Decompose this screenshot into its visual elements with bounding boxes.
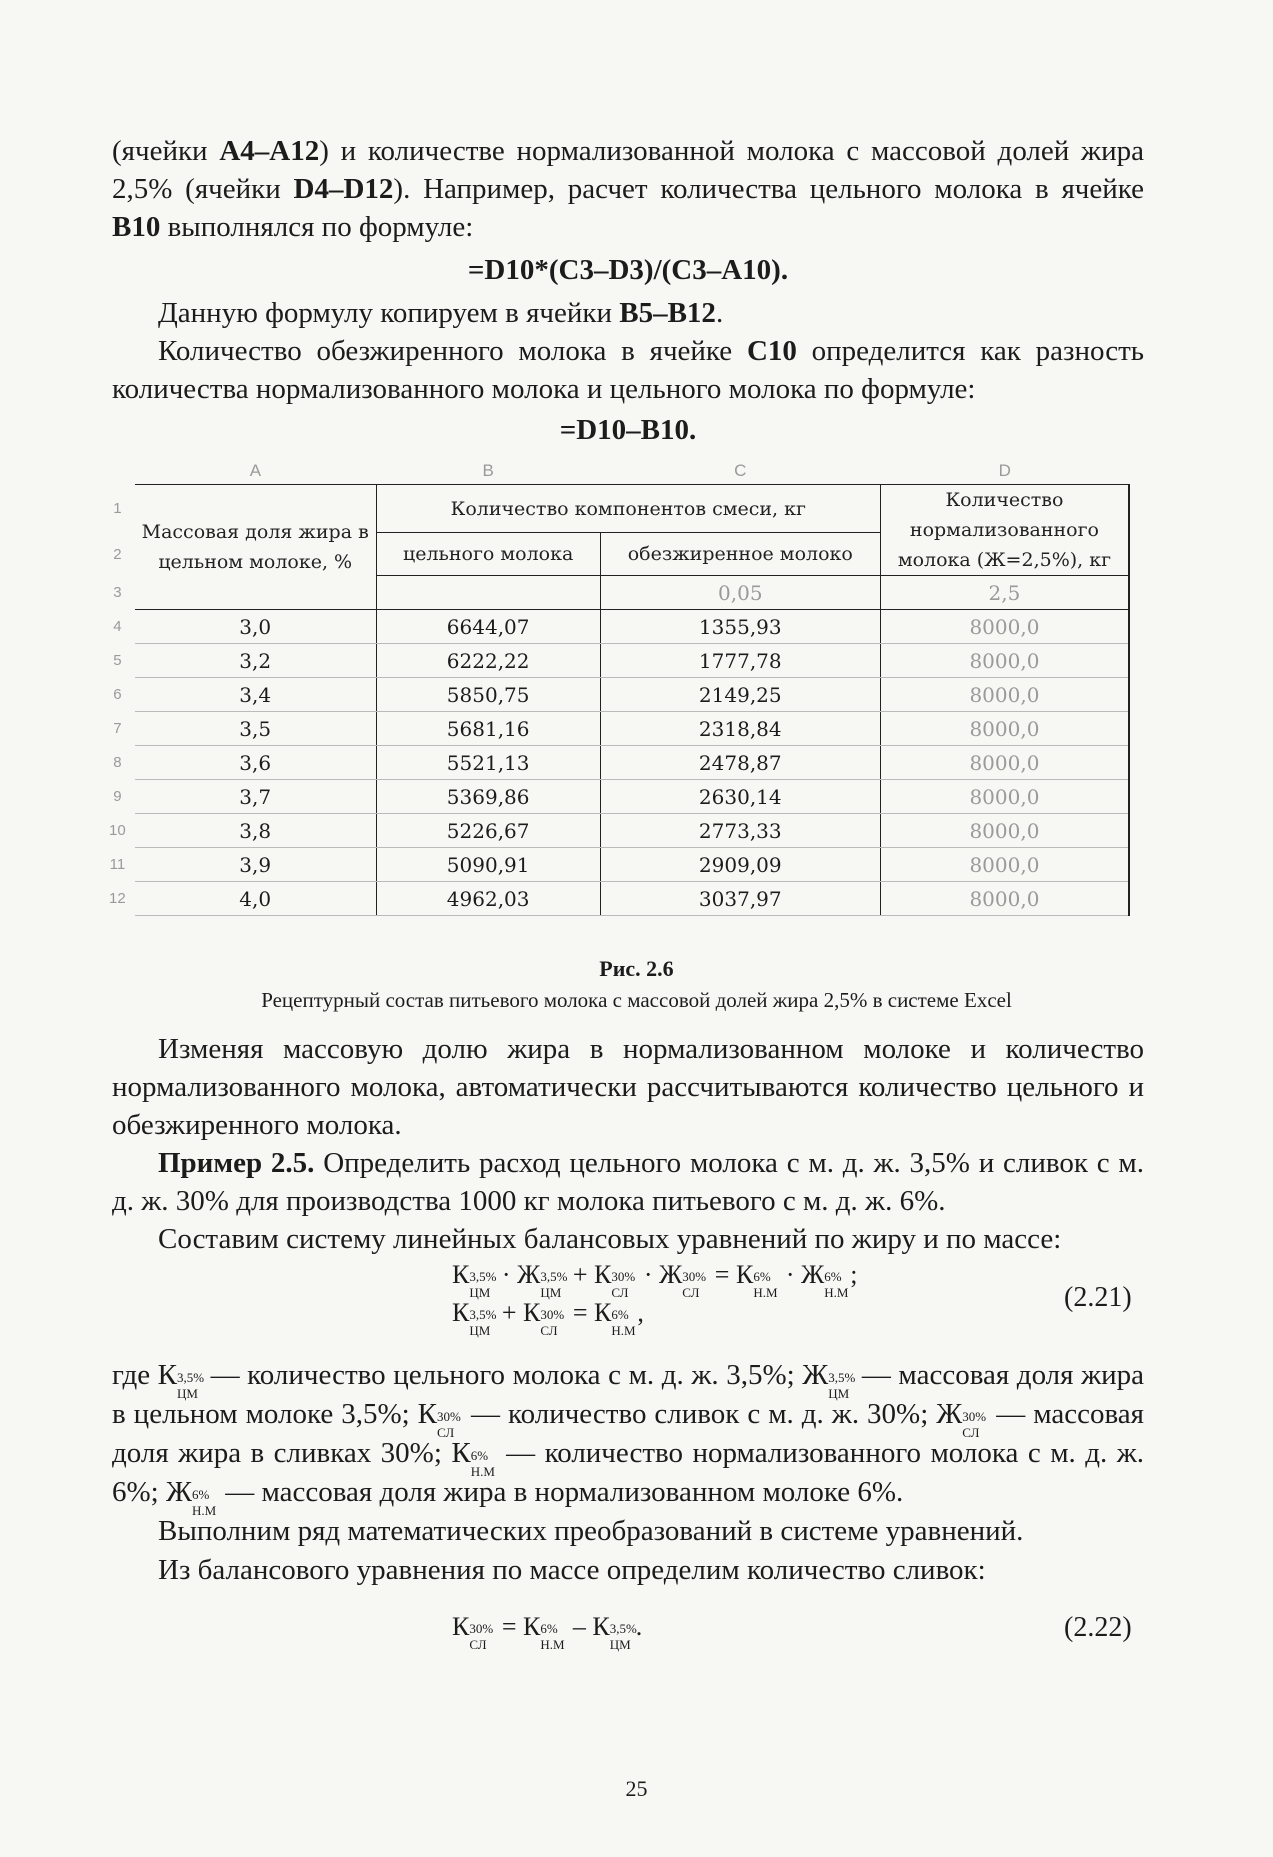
cell-normalized: 8000,0 bbox=[880, 644, 1129, 678]
cell-fat: 3,0 bbox=[135, 610, 376, 644]
col-letter-c: C bbox=[734, 461, 747, 480]
definitions-text bbox=[112, 1356, 1144, 1590]
table-row bbox=[100, 746, 1129, 780]
table-row bbox=[100, 848, 1129, 882]
row-number: 4 bbox=[113, 618, 122, 635]
cell-whole-milk: 5226,67 bbox=[376, 814, 600, 848]
row-number: 8 bbox=[113, 754, 122, 771]
row-number: 7 bbox=[113, 720, 122, 737]
header-components: Количество компонентов смеси, кг bbox=[376, 485, 880, 533]
row-number: 2 bbox=[113, 545, 122, 563]
param-c3: 0,05 bbox=[600, 576, 880, 610]
cell-skim-milk: 3037,97 bbox=[600, 882, 880, 916]
formula-2: =D10–B10. bbox=[559, 414, 697, 446]
page-number: 25 bbox=[625, 1776, 648, 1801]
col-letter-d: D bbox=[998, 461, 1011, 480]
header-row-1 bbox=[100, 485, 1129, 533]
cell-whole-milk: 5369,86 bbox=[376, 780, 600, 814]
cell-skim-milk: 1777,78 bbox=[600, 644, 880, 678]
cell-fat: 3,8 bbox=[135, 814, 376, 848]
formula-1: =D10*(C3–D3)/(C3–A10). bbox=[467, 254, 789, 286]
cell-whole-milk: 5850,75 bbox=[376, 678, 600, 712]
row-number: 1 bbox=[113, 500, 122, 518]
cell-normalized: 8000,0 bbox=[880, 780, 1129, 814]
cell-fat: 3,7 bbox=[135, 780, 376, 814]
intro-text bbox=[112, 132, 1144, 450]
table-row bbox=[100, 678, 1129, 712]
cell-normalized: 8000,0 bbox=[880, 678, 1129, 712]
row-number: 6 bbox=[113, 686, 122, 703]
table-row bbox=[100, 610, 1129, 644]
paragraph-7: где К 3,5% ЦМ — количество цельного молока с м. д. ж. 3,5%; Ж 3,5% ЦМ — массовая доля жира в цельном молоке 3,5%; К 30% СЛ — количество сливок с м. д. ж. 30%; Ж 30% СЛ — массовая доля жира в сливках 30%; К 6% Н.М — количество нормализованного молока с м. д. ж. 6%; Ж 6% Н.М — массовая доля жира в нормализованном молоке 6%. bbox=[112, 1359, 1145, 1519]
cell-whole-milk: 6222,22 bbox=[376, 644, 600, 678]
cell-fat: 3,2 bbox=[135, 644, 376, 678]
sheet-data-rows bbox=[100, 610, 1129, 916]
equation-line-2: К 3,5% ЦМ + К 30% СЛ = К 6% Н.М , bbox=[452, 1298, 644, 1339]
cell-fat: 3,4 bbox=[135, 678, 376, 712]
row-number: 12 bbox=[109, 890, 126, 907]
cell-whole-milk: 4962,03 bbox=[376, 882, 600, 916]
paragraph-9: Из балансового уравнения по массе определим количество сливок: bbox=[158, 1554, 986, 1586]
cell-fat: 3,5 bbox=[135, 712, 376, 746]
cell-skim-milk: 2909,09 bbox=[600, 848, 880, 882]
equation-2-21 bbox=[452, 1256, 858, 1339]
table-row bbox=[100, 780, 1129, 814]
equation-number-2-22: (2.22) bbox=[1064, 1612, 1132, 1643]
cell-skim-milk: 2318,84 bbox=[600, 712, 880, 746]
row-number: 9 bbox=[113, 788, 122, 805]
paragraph-5: Пример 2.5. Определить расход цельного молока с м. д. ж. 3,5% и сливок с м. д. ж. 30% для производства 1000 кг молока питьевого с м. д. ж. 6%. bbox=[112, 1147, 1145, 1217]
param-d3: 2,5 bbox=[880, 576, 1129, 610]
table-row bbox=[100, 882, 1129, 916]
cell-normalized: 8000,0 bbox=[880, 610, 1129, 644]
row-number: 3 bbox=[113, 584, 122, 601]
cell-whole-milk: 6644,07 bbox=[376, 610, 600, 644]
table-row bbox=[100, 712, 1129, 746]
table-row bbox=[100, 814, 1129, 848]
cell-skim-milk: 2149,25 bbox=[600, 678, 880, 712]
col-letter-a: A bbox=[249, 461, 262, 480]
paragraph-6: Составим систему линейных балансовых уравнений по жиру и по массе: bbox=[158, 1223, 1062, 1255]
paragraph-2: Данную формулу копируем в ячейки B5–B12. bbox=[158, 297, 724, 329]
column-letters-row bbox=[100, 458, 1129, 485]
cell-skim-milk: 1355,93 bbox=[600, 610, 880, 644]
paragraph-3: Количество обезжиренного молока в ячейке C10 определится как разность количества нормализованного молока и цельного молока по формуле: bbox=[112, 335, 1144, 405]
cell-skim-milk: 2478,87 bbox=[600, 746, 880, 780]
cell-whole-milk: 5090,91 bbox=[376, 848, 600, 882]
row-number: 5 bbox=[113, 652, 122, 669]
cell-normalized: 8000,0 bbox=[880, 882, 1129, 916]
col-letter-b: B bbox=[482, 461, 494, 480]
spreadsheet-figure bbox=[100, 458, 1130, 916]
equation-number-2-21: (2.21) bbox=[1064, 1282, 1132, 1313]
cell-fat: 4,0 bbox=[135, 882, 376, 916]
cell-whole-milk: 5521,13 bbox=[376, 746, 600, 780]
header-skim-milk: обезжиренное молоко bbox=[600, 533, 880, 576]
cell-skim-milk: 2630,14 bbox=[600, 780, 880, 814]
cell-fat: 3,9 bbox=[135, 848, 376, 882]
table-row bbox=[100, 644, 1129, 678]
cell-whole-milk: 5681,16 bbox=[376, 712, 600, 746]
row-number: 10 bbox=[109, 822, 126, 839]
header-fat-content: Массовая доля жира в цельном молоке, % bbox=[135, 485, 376, 610]
figure-caption: Рецептурный состав питьевого молока с массовой долей жира 2,5% в системе Excel bbox=[261, 988, 1012, 1012]
header-whole-milk: цельного молока bbox=[376, 533, 600, 576]
paragraph-4: Изменяя массовую долю жира в нормализованном молоке и количество нормализованного молока, автоматически рассчитываются количество цельного и обезжиренного молока. bbox=[112, 1033, 1144, 1141]
paragraph-1: (ячейки A4–A12) и количестве нормализованной молока с массовой долей жира 2,5% (ячейки D4–D12). Например, расчет количества цельного молока в ячейке B10 выполнялся по формуле: bbox=[112, 135, 1144, 243]
cell-normalized: 8000,0 bbox=[880, 712, 1129, 746]
equation-2-22: К 30% СЛ = К 6% Н.М – К 3,5% ЦМ . bbox=[452, 1612, 643, 1653]
equation-line-1: К 3,5% ЦМ · Ж 3,5% ЦМ + К 30% СЛ · Ж 30% СЛ = К 6% Н.М · Ж 6% Н.М ; bbox=[452, 1260, 858, 1301]
spreadsheet-table bbox=[100, 458, 1130, 916]
header-normalized: Количество нормализованного молока (Ж=2,5%), кг bbox=[880, 485, 1129, 576]
cell-fat: 3,6 bbox=[135, 746, 376, 780]
paragraph-8: Выполним ряд математических преобразований в системе уравнений. bbox=[158, 1515, 1024, 1547]
cell-skim-milk: 2773,33 bbox=[600, 814, 880, 848]
figure-title: Рис. 2.6 bbox=[599, 956, 674, 981]
body-text-2 bbox=[112, 1030, 1144, 1258]
cell-normalized: 8000,0 bbox=[880, 848, 1129, 882]
row-number: 11 bbox=[109, 856, 126, 873]
cell-normalized: 8000,0 bbox=[880, 814, 1129, 848]
cell-normalized: 8000,0 bbox=[880, 746, 1129, 780]
